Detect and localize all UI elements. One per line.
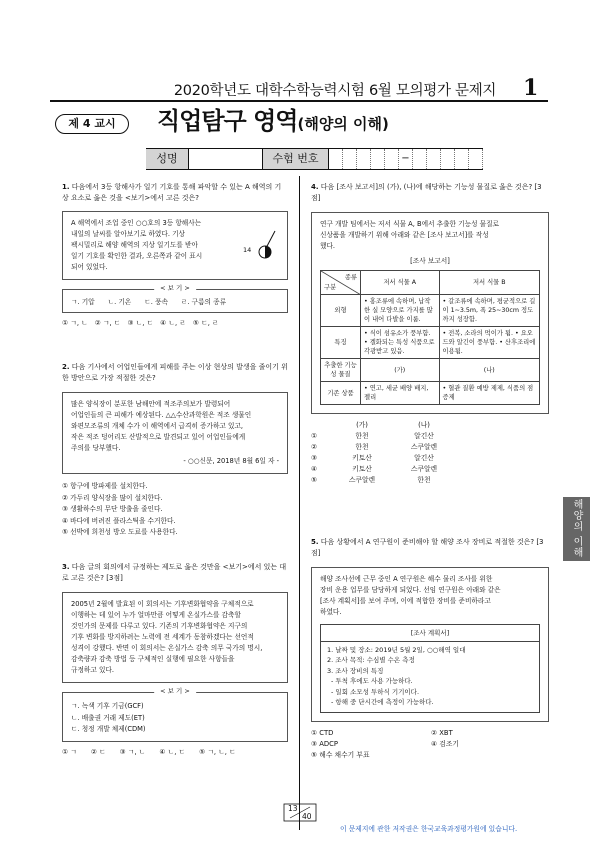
bogi-item: ㄱ. 녹색 기후 기금(GCF)	[71, 702, 144, 710]
column-divider	[299, 176, 300, 830]
option[interactable]: ④ 바다에 버려진 플라스틱을 수거한다.	[62, 516, 176, 525]
box-line: 했다.	[320, 242, 336, 250]
box-line: 하였다.	[320, 608, 342, 616]
plan-line: 2. 조사 목적: 수심별 수온 측정	[327, 656, 415, 664]
question-3-text: 다음 글의 회의에서 규정하는 제도로 옳은 것만을 <보기>에서 있는 대로 고른 것은? [3점]	[62, 563, 287, 582]
table-cell: • 전복, 소라의 먹이가 됨. • 요오드와 알긴이 풍부함. • 산후조리에 이용됨.	[439, 327, 539, 359]
footer-page-current: 13	[288, 804, 298, 813]
choice[interactable]: ④ ㄴ, ㄷ	[159, 747, 186, 756]
subject-side-tab: 해양의 이해	[563, 497, 590, 561]
box-line: 장비 운용 업무를 담당하게 되었다. 선임 연구원은 아래와 같은	[320, 586, 501, 594]
question-2-options	[62, 481, 288, 539]
box-line: 주의를 당부했다.	[71, 444, 121, 452]
table-cell: • 갈조류에 속하며, 평균적으로 길이 1∼3.5m, 폭 25∼30cm 정도까지 성장함.	[439, 295, 539, 327]
table-cell: • 식이 섬유소가 풍부함. • 겔화되는 특성 식품으로 각광받고 있음.	[361, 327, 440, 359]
choice[interactable]: ① CTD	[311, 728, 334, 737]
answer-a: 한천	[355, 443, 369, 451]
bogi-item: ㄴ. 배출권 거래 제도(ET)	[71, 713, 145, 722]
table-header-row	[321, 271, 540, 295]
copyright-notice: 이 문제지에 관한 저작권은 한국교육과정평가원에 있습니다.	[340, 825, 518, 833]
exam-digit-cell[interactable]	[469, 149, 483, 169]
answer-row[interactable]	[311, 464, 549, 475]
box-line: 되어 있었다.	[71, 263, 108, 271]
exam-digit-cell[interactable]	[413, 149, 427, 169]
box-line: 작은 적조 덩어리도 산발적으로 발견되고 있어 어업인들에게	[71, 433, 246, 441]
box-line: 이행하는 데 있어 누가 얼마만큼 어떻게 온실가스를 감축할	[71, 611, 241, 619]
choice[interactable]: ③ ㄴ, ㄷ	[127, 319, 154, 328]
box-line: 성격이 강했다. 반면 이 회의서는 온실가스 감축 의무 국가의 명시,	[71, 644, 263, 652]
weather-symbol-number: 14	[243, 246, 252, 254]
report-title: [조사 보고서]	[410, 257, 450, 265]
question-4-box	[311, 212, 549, 414]
exam-digit-cell[interactable]	[455, 149, 469, 169]
box-line: 많은 양식장이 분포한 남해안에 적조주의보가 발령되어	[71, 400, 231, 408]
question-1-choices	[62, 319, 288, 328]
answer-b: 알긴산	[414, 454, 434, 462]
exam-digit-cell[interactable]	[343, 149, 357, 169]
question-2-stem	[62, 362, 288, 384]
plan-box	[320, 624, 540, 713]
name-exam-row	[146, 148, 483, 170]
choice[interactable]: ③ ㄱ, ㄴ	[119, 747, 146, 756]
table-corner	[321, 271, 361, 295]
answer-header-b: (나)	[418, 421, 430, 429]
answer-b: 알긴산	[414, 432, 434, 440]
exam-digit-cell[interactable]	[371, 149, 385, 169]
bogi-item: ㄴ. 기온	[107, 298, 132, 306]
weather-symbol	[241, 228, 277, 262]
question-4-answers	[311, 420, 549, 486]
answer-no: ②	[311, 443, 318, 451]
row-label: 특징	[321, 327, 361, 359]
bogi-item: ㄹ. 구름의 종류	[180, 298, 227, 306]
question-1-text: 다음에서 3등 항해사가 일기 기호를 통해 파악할 수 있는 A 해역의 기상 요소로 옳은 것을 <보기>에서 고른 것은?	[62, 183, 282, 202]
footer-page-total: 40	[302, 812, 312, 821]
answer-no: ③	[311, 454, 318, 462]
row-label: 추출한 기능성 물질	[321, 359, 361, 382]
box-line: 규정하고 있다.	[71, 666, 115, 674]
plan-line: - 항해 중 단시간에 측정이 가능하다.	[331, 698, 434, 706]
row-label: 외형	[321, 295, 361, 327]
question-3-box	[62, 592, 288, 683]
corner-bottom-label: 구분	[324, 284, 337, 291]
footer-page-indicator	[280, 803, 320, 823]
bogi-item: ㄷ. 청정 개발 체제(CDM)	[71, 725, 146, 733]
answer-header	[311, 420, 549, 431]
question-3-number: 3.	[62, 563, 70, 571]
exam-dash: −	[399, 149, 413, 169]
box-line: 어업인들의 큰 피해가 예상된다. △△수산과학원은 적조 생물인	[71, 411, 252, 419]
report-table	[320, 270, 540, 405]
answer-b: 한천	[417, 476, 431, 484]
question-4-text: 다음 [조사 보고서]의 (가), (나)에 해당하는 기능성 물질로 옳은 것은? [3점]	[311, 183, 542, 202]
choice[interactable]: ① ㄱ	[62, 747, 77, 756]
choice[interactable]: ③ ADCP	[311, 739, 338, 748]
choice[interactable]: ⑤ ㄷ, ㄹ	[192, 319, 219, 328]
box-line: A 해역에서 조업 중인 ○○호의 3등 항해사는	[71, 219, 202, 227]
question-1-box	[62, 211, 288, 280]
box-line: [조사 계획서]를 보여 주며, 이에 적합한 장비를 준비하라고	[320, 597, 491, 605]
bogi-items	[71, 298, 279, 307]
period-badge: 제 4 교시	[55, 114, 129, 134]
question-5	[311, 537, 549, 761]
bogi-item: ㄷ. 풍속	[144, 298, 168, 306]
bogi-item: ㄱ. 기압	[71, 298, 95, 306]
choice[interactable]: ① ㄱ, ㄴ	[62, 319, 88, 328]
row-label: 기존 상품	[321, 382, 361, 405]
plan-line: 1. 날짜 및 장소: 2019년 5월 2일, ○○해역 일대	[327, 645, 466, 654]
table-cell: (가)	[361, 359, 440, 382]
article-source: - ○○신문, 2018년 8월 6일 자 -	[183, 457, 279, 465]
header-divider	[50, 100, 548, 102]
plan-line: - 투척 후에도 사용 가능하다.	[331, 677, 413, 685]
option[interactable]: ⑤ 선박에 희천성 방오 도료를 사용한다.	[62, 528, 178, 536]
table-header: 저서 식물 B	[439, 271, 539, 295]
answer-a: 한천	[355, 432, 369, 440]
answer-row[interactable]	[311, 475, 549, 486]
plan-line: - 일회 소모성 투하식 기기이다.	[331, 687, 420, 696]
answer-no: ⑤	[311, 476, 318, 484]
corner-top-label: 종류	[344, 274, 357, 281]
table-cell: • 홍조류에 속하며, 납작한 실 모양으로 가지를 많이 내어 다발을 이룸.	[361, 295, 440, 327]
exam-digit-cell[interactable]	[427, 149, 441, 169]
answer-no: ①	[311, 432, 318, 440]
question-4	[311, 182, 549, 486]
choice[interactable]: ② XBT	[431, 728, 453, 737]
answer-b: 스쿠알렌	[410, 443, 438, 451]
question-2-number: 2.	[62, 363, 70, 371]
question-1-number: 1.	[62, 183, 70, 191]
box-line: 팩시밀리로 해양 해역의 지상 일기도를 받아	[71, 241, 198, 249]
choice[interactable]: ④ 검조기	[431, 739, 459, 748]
option[interactable]: ② 가두리 양식장을 많이 설치한다.	[62, 493, 163, 502]
table-cell: • 혈관 질환 예방 제제, 식품의 점증제	[439, 382, 539, 405]
name-field[interactable]	[188, 149, 262, 169]
answer-a: 스쿠알렌	[348, 476, 376, 484]
choice[interactable]: ④ ㄴ, ㄹ	[160, 319, 186, 328]
exam-digit-cell[interactable]	[329, 149, 343, 169]
question-4-stem	[311, 182, 549, 204]
box-line: 2005년 2월에 발효된 이 회의서는 기후변화협약을 구체적으로	[71, 600, 254, 608]
answer-a: 키토산	[352, 465, 372, 473]
box-line: 해양 조사선에 근무 중인 A 연구원은 해수 물리 조사를 위한	[320, 575, 493, 583]
answer-a: 키토산	[352, 454, 372, 462]
answer-row[interactable]	[311, 442, 549, 453]
question-1	[62, 182, 288, 328]
answer-b: 스쿠알렌	[410, 465, 438, 473]
answer-row[interactable]	[311, 453, 549, 464]
box-line: 감축량과 감축 방법 등 구체적인 실행에 필요한 사항들을	[71, 655, 235, 663]
answer-no: ④	[311, 465, 318, 473]
choice[interactable]: ② ㄱ, ㄷ	[94, 319, 121, 328]
bogi-title: < 보 기 >	[154, 687, 196, 696]
exam-digit-cell[interactable]	[441, 149, 455, 169]
page-number: 1	[523, 75, 539, 101]
bogi-title: < 보 기 >	[154, 284, 196, 293]
name-label: 성명	[146, 149, 188, 169]
question-5-number: 5.	[311, 538, 319, 546]
question-5-text: 다음 상황에서 A 연구원이 준비해야 할 해양 조사 장비로 적절한 것은? [3점]	[311, 538, 544, 557]
plan-line: 3. 조사 장비의 특징	[327, 666, 384, 675]
table-row	[321, 295, 540, 327]
question-1-stem	[62, 182, 288, 204]
question-3-bogi	[62, 687, 288, 742]
exam-digit-cell[interactable]	[385, 149, 399, 169]
box-line: 신상품을 개발하기 위해 아래와 같은 [조사 보고서]를 작성	[320, 231, 489, 239]
option[interactable]: ③ 생활하수의 무단 방출을 줄인다.	[62, 505, 163, 513]
question-2	[62, 362, 288, 539]
table-cell: • 연고, 세균 배양 배지, 젤리	[361, 382, 440, 405]
table-cell: (나)	[439, 359, 539, 382]
plan-title: [조사 계획서]	[321, 628, 539, 642]
question-2-text: 다음 기사에서 어업인들에게 피해를 주는 이상 현상의 발생을 줄이기 위한 방안으로 가장 적절한 것은?	[62, 363, 288, 382]
question-5-stem	[311, 537, 549, 559]
table-row	[321, 382, 540, 405]
exam-digit-cell[interactable]	[357, 149, 371, 169]
exam-number-field[interactable]	[328, 149, 483, 169]
table-row	[321, 327, 540, 359]
subject-main: 직업탐구 영역	[157, 107, 298, 135]
question-3-choices	[62, 748, 288, 757]
page-fraction-frame	[280, 803, 320, 823]
question-1-bogi	[62, 284, 288, 313]
question-4-number: 4.	[311, 183, 319, 191]
question-3	[62, 562, 288, 757]
question-5-box	[311, 567, 549, 722]
question-2-box	[62, 392, 288, 474]
question-3-stem	[62, 562, 288, 584]
choice[interactable]: ⑤ ㄱ, ㄴ, ㄷ	[199, 747, 236, 756]
answer-row[interactable]	[311, 431, 549, 442]
subject-title	[157, 105, 389, 137]
box-line: 와편모조류의 개체 수가 이 해역에서 급격히 증가하고 있고,	[71, 422, 244, 430]
box-line: 내일의 날씨를 알아보기로 하였다. 기상	[71, 230, 185, 238]
box-line: 것인가의 문제를 다루고 있다. 기존의 기후변화협약은 지구의	[71, 622, 248, 630]
box-line: 기후 변화를 방지하려는 노력에 전 세계가 동참하겠다는 선언적	[71, 633, 254, 641]
choice[interactable]: ⑤ 해수 채수기 부표	[311, 750, 370, 759]
subject-sub: (해양의 이해)	[297, 115, 389, 133]
answer-header-a: (가)	[356, 421, 368, 429]
box-line: 일기 기호를 확인한 결과, 오른쪽과 같이 표시	[71, 252, 203, 260]
exam-number-label: 수험 번호	[262, 149, 328, 169]
exam-title: 2020학년도 대학수학능력시험 6월 모의평가 문제지	[173, 83, 497, 99]
option[interactable]: ① 항구에 방파제를 설치한다.	[62, 482, 148, 490]
question-5-choices	[311, 728, 549, 761]
box-line: 연구 개발 팀에서는 저서 식물 A, B에서 추출한 기능성 물질로	[320, 220, 500, 228]
table-header: 저서 식물 A	[361, 271, 440, 295]
choice[interactable]: ② ㄷ	[90, 747, 106, 756]
table-row	[321, 359, 540, 382]
